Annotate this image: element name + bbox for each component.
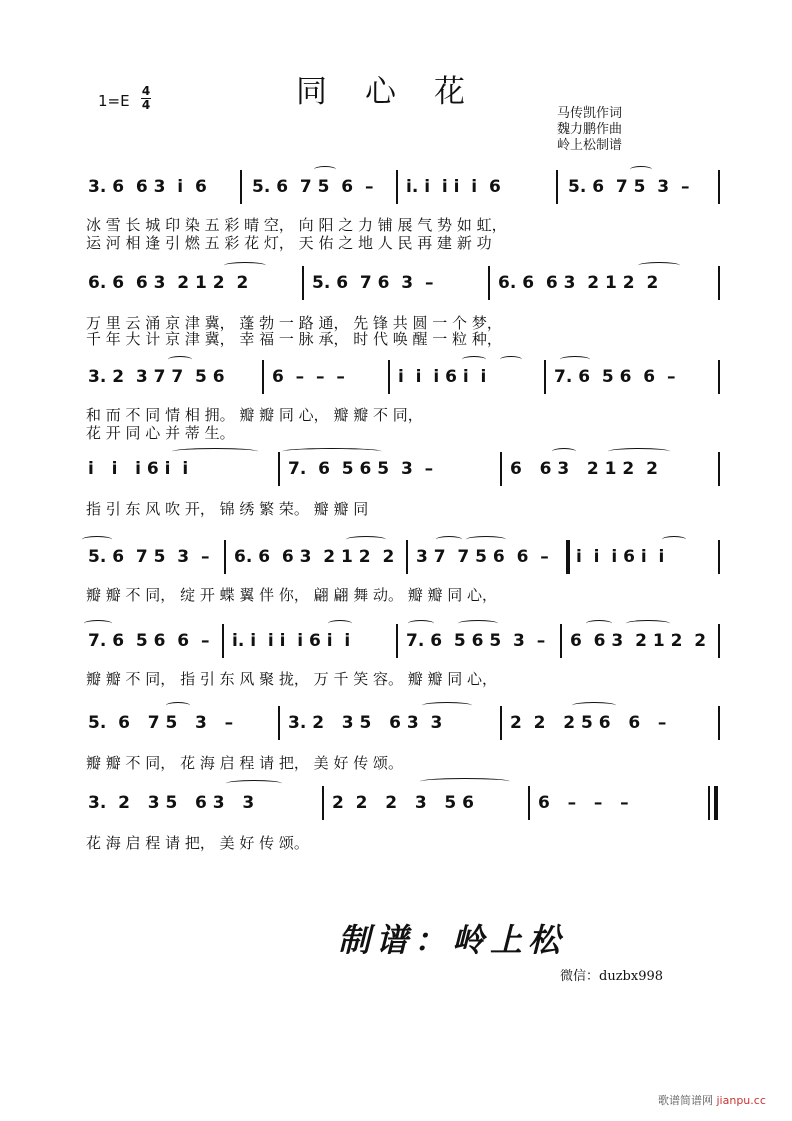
measure: 3 7 7 5 6 6 – (416, 547, 549, 567)
score-row-1 (82, 170, 722, 214)
lyric-line: 花 开 同 心 并 蒂 生。 (86, 424, 235, 442)
lyric-line: 运 河 相 逢 引 燃 五 彩 花 灯， 天 佑 之 地 人 民 再 建 新 功 (86, 234, 492, 252)
measure: 5. 6 7 5 3 – (88, 547, 210, 567)
measure: 5. 6 7 5 6 – (252, 177, 374, 197)
lyricist-credit: 马传凯作词 (557, 106, 623, 121)
measure: 6 6 3 2 1 2 2 (510, 459, 658, 479)
measure: 5. 6 7 6 3 – (312, 273, 434, 293)
score-row-5 (82, 540, 722, 584)
measure: i i i 6 i i (576, 547, 665, 567)
title-char: 花 (434, 74, 465, 110)
meter-bottom: 4 (141, 98, 151, 112)
score-row-4 (82, 452, 722, 496)
title-char: 心 (365, 74, 396, 110)
lyric-line: 万 里 云 涌 京 津 冀， 蓬 勃 一 路 通， 先 锋 共 圆 一 个 梦， (86, 314, 502, 332)
measure: 6. 6 6 3 2 1 2 2 (498, 273, 659, 293)
measure: 3. 2 3 7 7 5 6 (88, 367, 225, 387)
measure: 5. 6 7 5 3 – (568, 177, 690, 197)
score-row-6 (82, 624, 722, 668)
score-row-2 (82, 266, 722, 310)
measure: 3. 2 3 5 6 3 3 (288, 713, 443, 733)
measure: 2 2 2 3 5 6 (332, 793, 474, 813)
measure: 3. 2 3 5 6 3 3 (88, 793, 255, 813)
measure: 6. 6 6 3 2 1 2 2 (88, 273, 249, 293)
measure: 7. 6 5 6 5 3 – (406, 631, 546, 651)
measure: 7. 6 5 6 6 – (554, 367, 676, 387)
lyric-line: 瓣 瓣 不 同， 花 海 启 程 请 把， 美 好 传 颂。 (86, 754, 403, 772)
measure: 2 2 2 5 6 6 – (510, 713, 667, 733)
score-row-7 (82, 706, 722, 750)
measure: 6 – – – (538, 793, 629, 813)
measure: 7. 6 5 6 6 – (88, 631, 210, 651)
lyric-line: 瓣 瓣 不 同， 指 引 东 风 聚 拢， 万 千 笑 容。 瓣 瓣 同 心， (86, 670, 498, 688)
lyric-line: 指 引 东 风 吹 开， 锦 绣 繁 荣。 瓣 瓣 同 (86, 500, 369, 518)
lyric-line: 冰 雪 长 城 印 染 五 彩 晴 空， 向 阳 之 力 铺 展 气 势 如 虹， (86, 216, 507, 234)
measure: 3. 6 6 3 i 6 (88, 177, 207, 197)
meter-top: 4 (141, 84, 151, 98)
title-char: 同 (296, 74, 327, 110)
lyric-line: 瓣 瓣 不 同， 绽 开 蝶 翼 伴 你， 翩 翩 舞 动。 瓣 瓣 同 心， (86, 586, 498, 604)
song-title (296, 66, 503, 111)
wechat-id: 微信：duzbx998 (560, 969, 664, 984)
site-watermark (658, 1092, 766, 1108)
measure: 6 6 3 2 1 2 2 (570, 631, 707, 651)
watermark-cn: 歌谱简谱网 (658, 1094, 713, 1107)
measure: i i i 6 i i (398, 367, 487, 387)
lyric-line: 花 海 启 程 请 把， 美 好 传 颂。 (86, 834, 309, 852)
composer-credit: 魏力鹏作曲 (557, 122, 623, 137)
measure: i. i i i i 6 i i (232, 631, 351, 651)
time-signature (141, 86, 151, 111)
credits (557, 106, 622, 154)
lyric-line: 千 年 大 计 京 津 冀， 幸 福 一 脉 承， 时 代 唤 醒 一 粒 种， (86, 330, 502, 348)
transcriber-signature: 制谱：岭上松 (338, 921, 567, 959)
transcriber-credit: 岭上松制谱 (557, 138, 623, 153)
measure: i i i 6 i i (88, 459, 189, 479)
key-signature: 1=E (98, 92, 130, 110)
measure: i. i i i i 6 (406, 177, 501, 197)
measure: 5. 6 7 5 3 – (88, 713, 234, 733)
lyric-line: 和 而 不 同 情 相 拥。 瓣 瓣 同 心， 瓣 瓣 不 同， (86, 406, 423, 424)
measure: 6. 6 6 3 2 1 2 2 (234, 547, 395, 567)
score-row-8 (82, 786, 722, 830)
measure: 6 – – – (272, 367, 345, 387)
watermark-site: jianpu.cc (716, 1094, 766, 1107)
score-row-3 (82, 360, 722, 404)
measure: 7. 6 5 6 5 3 – (288, 459, 434, 479)
